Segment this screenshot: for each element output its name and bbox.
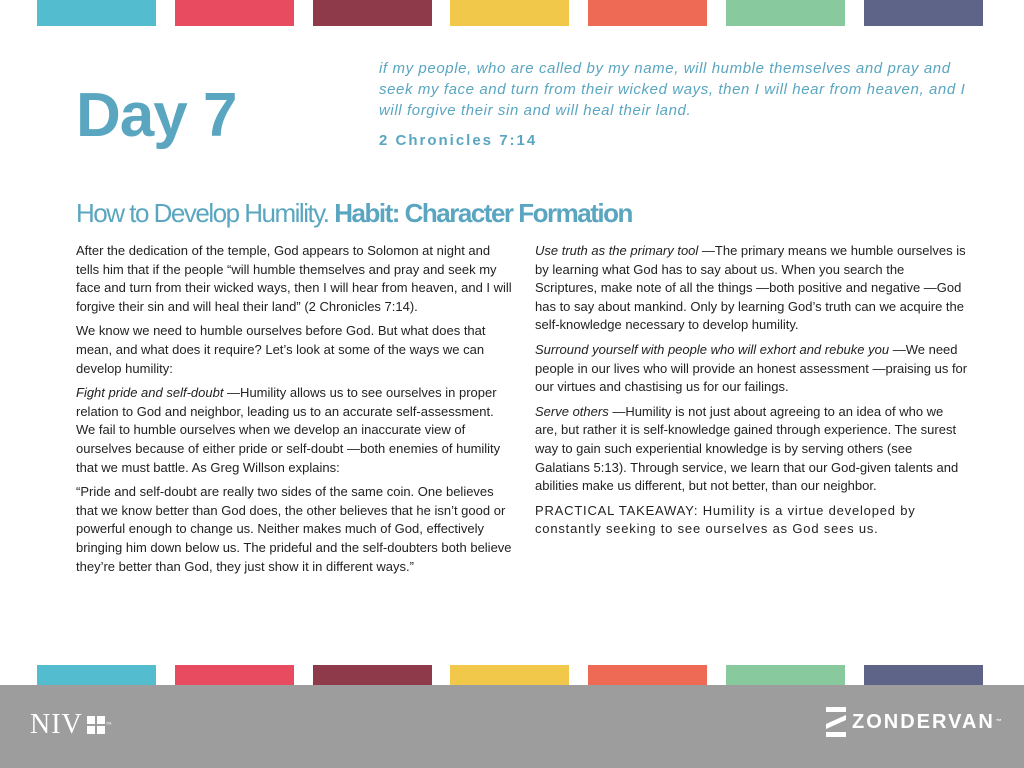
day-title: Day 7 <box>76 81 237 150</box>
truth-paragraph <box>535 242 969 335</box>
niv-cross-icon <box>87 716 105 734</box>
color-bar <box>450 665 569 685</box>
zondervan-logo <box>826 707 1004 737</box>
scripture-verse: if my people, who are called by my name, will humble themselves and pray and seek my face and turn from their wicked ways, then I will hear from heaven, and I will forgive their sin and will heal their land. <box>379 60 966 119</box>
fight-pride-body: —Humility allows us to see ourselves in proper relation to God and neighbor, leading us to an accurate self-assessment. We fail to humble ourselves when we develop an inaccurate view of ourselves because of either pride or self-doubt —both enemies of humility that we must battle. As Greg Willson explains: <box>76 385 501 475</box>
serve-paragraph <box>535 403 969 496</box>
color-bar <box>37 665 156 685</box>
color-bar <box>175 0 294 26</box>
surround-paragraph <box>535 341 969 397</box>
zondervan-trademark: ™ <box>995 719 1004 725</box>
scripture-reference: 2 Chronicles 7:14 <box>379 132 538 149</box>
section-heading <box>76 198 632 229</box>
right-column <box>535 242 969 545</box>
color-bar <box>37 0 156 26</box>
zondervan-logo-text: ZONDERVAN <box>852 710 995 733</box>
surround-lead: Surround yourself with people who will exhort and rebuke you <box>535 341 890 357</box>
left-column <box>76 242 516 582</box>
intro-paragraph: After the dedication of the temple, God appears to Solomon at night and tells him that if the people “will humble themselves and pray and seek my face and turn from their wicked ways, then I will hear from heaven, and I will forgive their sin and will heal their land” (2 Chronicles 7:14). <box>76 243 512 314</box>
zondervan-mark-icon <box>826 707 846 737</box>
color-bar <box>588 0 707 26</box>
heading-habit: Habit: Character Formation <box>334 198 632 228</box>
top-color-bars <box>37 0 983 26</box>
niv-trademark: ™ <box>105 722 113 728</box>
quote-paragraph: “Pride and self-doubt are really two sides of the same coin. One believes that we know better than God does, the other believes that he isn’t good or powerful enough to change us. Neither makes much of God, effectively bringing him down below us. The prideful and the self-doubters both believe they’re better than God, they just show it in different ways.” <box>76 484 512 574</box>
color-bar <box>726 0 845 26</box>
color-bar <box>864 665 983 685</box>
color-bar <box>313 0 432 26</box>
niv-logo <box>30 709 113 741</box>
heading-topic: How to Develop Humility. <box>76 198 329 228</box>
truth-body: —The primary means we humble ourselves is by learning what God has to say about us. When you search the Scriptures, make note of all the things —both positive and negative —God has to say about mankind. Only by learning God’s truth can we acquire the self-knowledge necessary to develop humility. <box>535 243 966 333</box>
color-bar <box>313 665 432 685</box>
niv-logo-text: NIV <box>30 709 83 740</box>
color-bar <box>450 0 569 26</box>
takeaway-paragraph: PRACTICAL TAKEAWAY: Humility is a virtue developed by constantly seeking to see ourselves as God sees us. <box>535 502 916 537</box>
color-bar <box>726 665 845 685</box>
surround-body: —We need people in our lives who will provide an honest assessment —praising us for our virtues and chastising us for our failings. <box>535 341 968 395</box>
question-paragraph: We know we need to humble ourselves before God. But what does that mean, and what does it require? Let’s look at some of the ways we can develop humility: <box>76 323 486 376</box>
serve-lead: Serve others <box>535 403 609 419</box>
serve-body: —Humility is not just about agreeing to an idea of who we are, but rather it is self-knowledge gained through experience. The surest way to gain such experiential knowledge is by serving others (see Galatians 5:13). Through service, we learn that our God-given talents and abilities make us different, but not better, than our neighbor. <box>535 403 959 494</box>
color-bar <box>175 665 294 685</box>
color-bar <box>588 665 707 685</box>
fight-pride-paragraph <box>76 384 516 477</box>
fight-pride-lead: Fight pride and self-doubt <box>76 385 224 401</box>
footer <box>0 685 1024 768</box>
color-bar <box>864 0 983 26</box>
truth-lead: Use truth as the primary tool <box>535 243 699 258</box>
bottom-color-bars <box>37 665 983 685</box>
